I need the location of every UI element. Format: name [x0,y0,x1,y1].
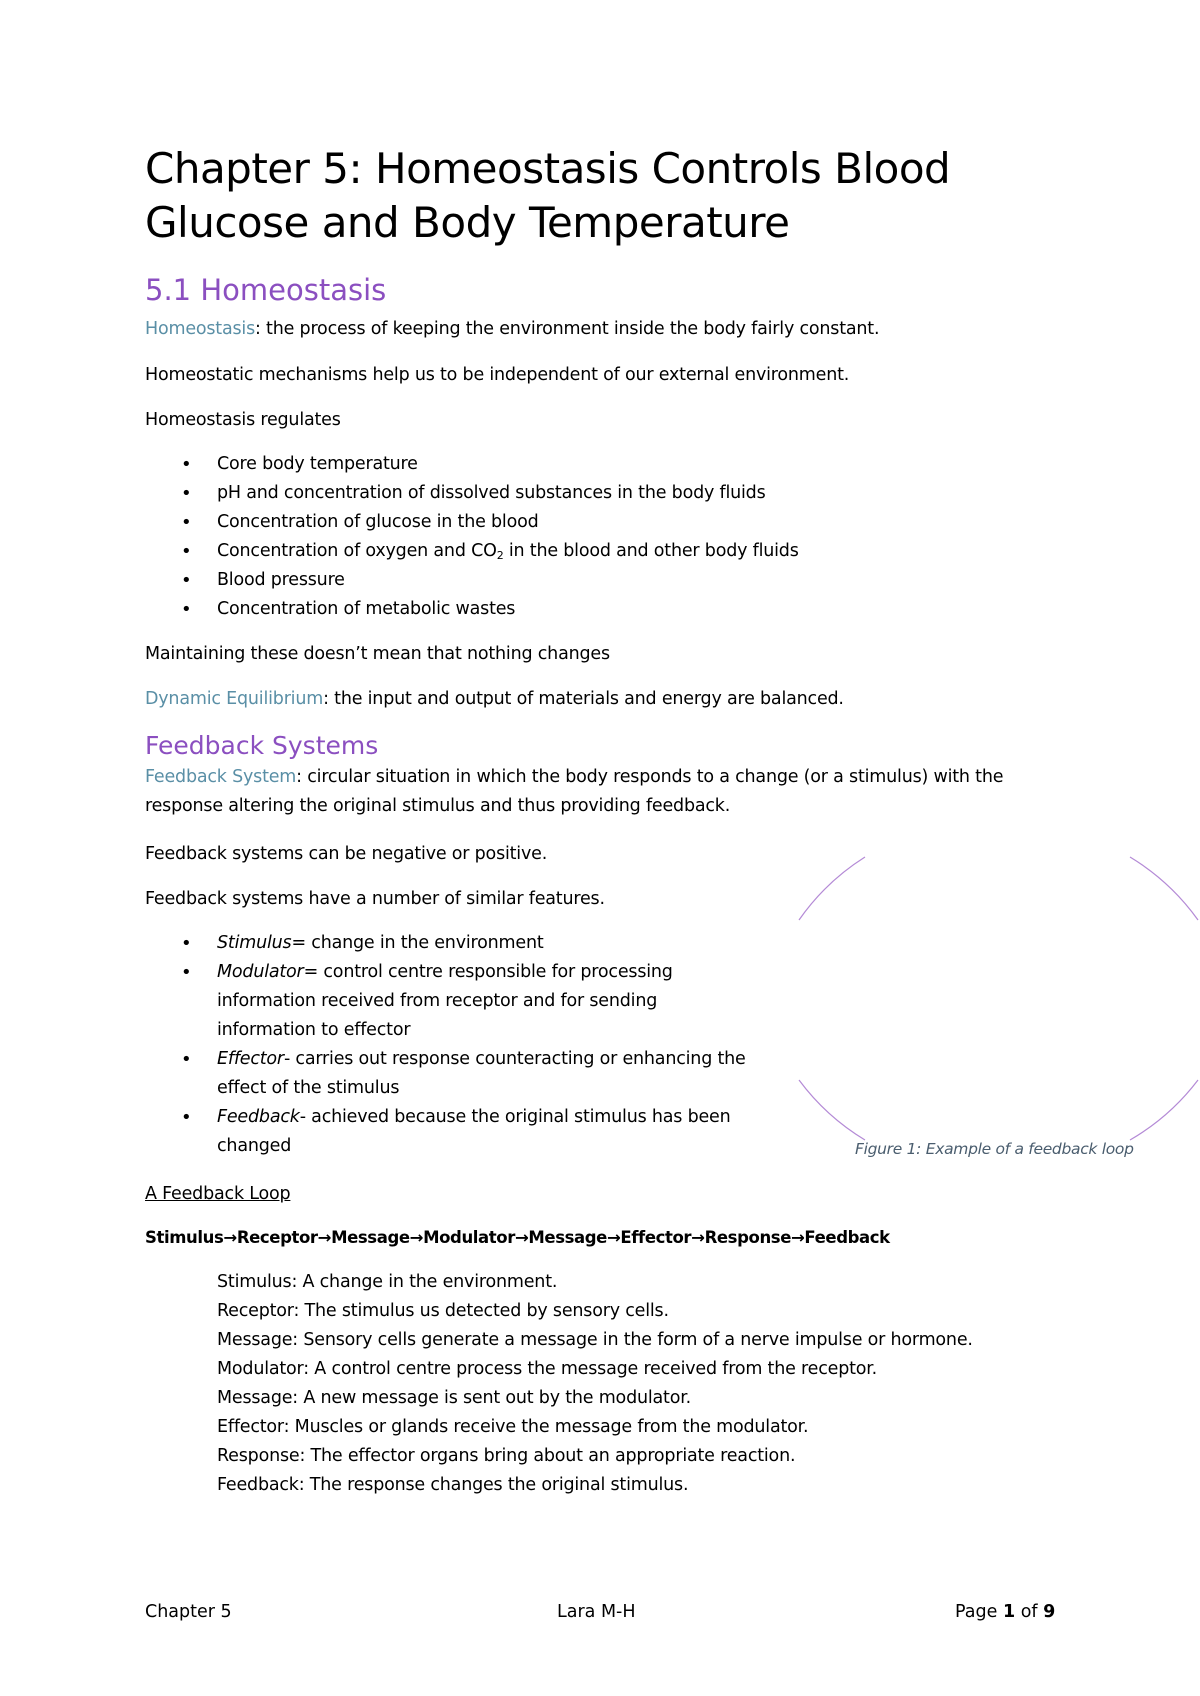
paragraph-maintaining: Maintaining these doesn’t mean that nothing changes [145,644,610,664]
feature-term: Feedback [217,1107,300,1127]
paragraph-negative-positive: Feedback systems can be negative or positive. [145,844,548,864]
features-list [145,929,755,1161]
dynamic-equilibrium-definition [145,685,844,714]
figure-arc-top-left [799,857,865,920]
loop-step: Feedback: The response changes the original stimulus. [217,1475,689,1495]
list-item: • pH and concentration of dissolved substances in the body fluids [145,479,1045,508]
loop-step: Receptor: The stimulus us detected by sensory cells. [217,1301,669,1321]
list-item: • Concentration of metabolic wastes [145,595,1045,624]
list-item [145,958,755,1045]
paragraph-mechanisms: Homeostatic mechanisms help us to be independent of our external environment. [145,365,850,385]
term-dynamic-equilibrium: Dynamic Equilibrium [145,689,324,709]
list-item-text: Concentration of oxygen and CO [217,541,497,561]
definition-text-continued: response altering the original stimulus and thus providing feedback. [145,796,731,816]
footer-page-word: Page [955,1602,1003,1622]
loop-step: Stimulus: A change in the environment. [217,1272,558,1292]
feedback-loop-figure [795,855,1200,1145]
loop-step: Message: Sensory cells generate a message in the form of a nerve impulse or hormone. [217,1330,973,1350]
feature-term: Effector [217,1049,284,1069]
feature-term: Stimulus [217,933,292,953]
feature-text: - carries out response counteracting or enhancing the effect of the stimulus [217,1049,746,1098]
footer-of-word: of [1015,1602,1044,1622]
feedback-loop-heading: A Feedback Loop [145,1184,291,1204]
list-item [145,929,755,958]
paragraph-regulates: Homeostasis regulates [145,410,341,430]
footer-page-total: 9 [1043,1602,1056,1622]
paragraph-similar-features: Feedback systems have a number of similar features. [145,889,605,909]
loop-step: Message: A new message is sent out by the modulator. [217,1388,691,1408]
feature-text: - achieved because the original stimulus has been changed [217,1107,731,1156]
definition-text: : circular situation in which the body responds to a change (or a stimulus) with the [296,767,1004,787]
definition-text: : the input and output of materials and energy are balanced. [323,689,844,709]
section-heading-homeostasis: 5.1 Homeostasis [145,273,387,307]
feedback-system-definition [145,763,1003,821]
section-heading-feedback-systems: Feedback Systems [145,731,379,760]
chapter-title: Chapter 5: Homeostasis Controls Blood Glucose and Body Temperature [145,144,951,247]
list-item-text-rest: in the blood and other body fluids [503,541,799,561]
feature-text: = change in the environment [291,933,544,953]
feedback-loop-steps [217,1268,973,1500]
loop-step: Modulator: A control centre process the message received from the receptor. [217,1359,878,1379]
figure-arc-bottom-right [1130,1080,1198,1140]
list-item: • Concentration of glucose in the blood [145,508,1045,537]
footer-chapter: Chapter 5 [145,1602,232,1622]
loop-step: Effector: Muscles or glands receive the message from the modulator. [217,1417,809,1437]
list-item: • Core body temperature [145,450,1045,479]
definition-text: : the process of keeping the environment inside the body fairly constant. [255,319,880,339]
loop-step: Response: The effector organs bring about an appropriate reaction. [217,1446,796,1466]
figure-arc-bottom-left [799,1080,865,1140]
regulates-list [145,450,1045,624]
list-item: • Blood pressure [145,566,1045,595]
feature-text: = control centre responsible for processing information received from receptor and for sending information to effector [217,962,673,1040]
list-item [145,537,1045,566]
homeostasis-definition [145,315,879,344]
figure-arc-top-right [1130,857,1198,920]
term-feedback-system: Feedback System [145,767,297,787]
list-item [145,1103,755,1161]
footer-page-number [955,1600,1055,1624]
list-item [145,1045,755,1103]
feature-term: Modulator [217,962,304,982]
feedback-loop-sequence: Stimulus→Receptor→Message→Modulator→Message→Effector→Response→Feedback [145,1228,890,1247]
figure-caption: Figure 1: Example of a feedback loop [855,1140,1134,1158]
term-homeostasis: Homeostasis [145,319,255,339]
footer-author: Lara M-H [557,1602,636,1622]
subscript-2: 2 [496,549,504,562]
footer-page-current: 1 [1002,1602,1016,1622]
